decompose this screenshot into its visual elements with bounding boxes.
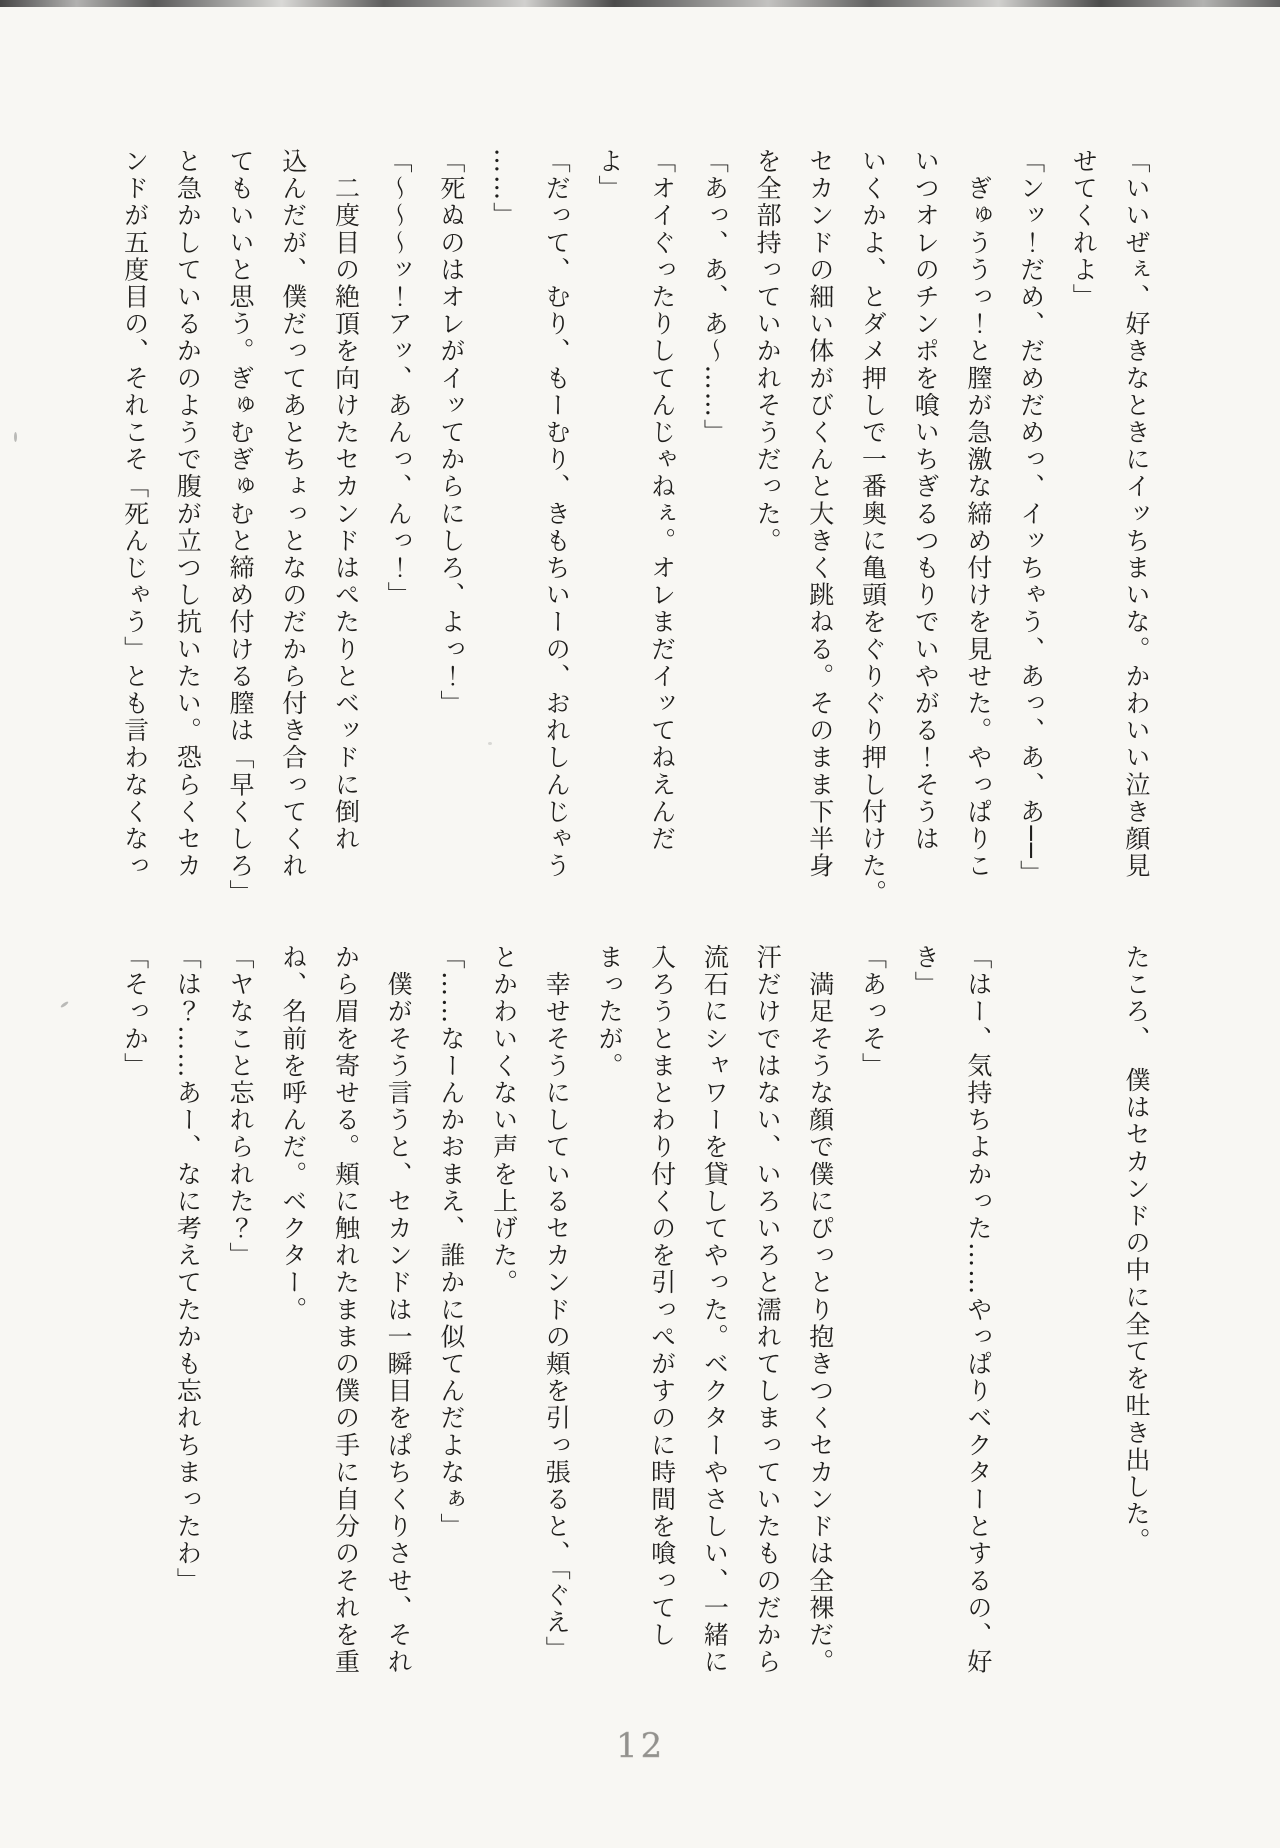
text-line: せてくれよ」 [1069,148,1099,311]
text-line: き」 [911,944,941,999]
text-line: 入ろうとまとわり付くのを引っぺがすのに時間を喰ってし [647,944,677,1649]
text-line: 込んだが、僕だってあとちょっとなのだから付き合ってくれ [278,148,308,880]
text-line: 「そっか」 [120,944,150,1080]
text-line: を全部持っていかれそうだった。 [753,148,783,555]
text-line: ぎゅううっ！と膣が急激な締め付けを見せた。やっぱりこ [963,148,993,880]
text-line: 「あっそ」 [858,944,888,1080]
text-line: ね、名前を呼んだ。ベクター。 [278,944,308,1324]
text-line: と急かしているかのようで腹が立つし抗いたい。恐らくセカ [173,148,203,880]
text-line: 「だって、むり、もーむり、きもちいーの、おれしんじゃう [542,148,572,880]
text-line: とかわいくない声を上げた。 [489,944,519,1297]
text-line [1004,944,1057,1692]
text-line: てもいいと思う。ぎゅむぎゅむと締め付ける膣は「早くしろ」 [226,148,256,907]
text-line: まったが。 [594,944,624,1080]
text-line: たころ、 僕はセカンドの中に全てを吐き出した。 [1122,944,1151,1555]
page-number: 12 [616,1726,666,1766]
text-line: 「はー、気持ちよかった……やっぱりベクターとするの、好 [963,944,993,1676]
scan-artifact-top-edge [0,0,1280,7]
text-line: 「ヤなこと忘れられた？」 [226,944,256,1270]
text-line: 「ンッ！だめ、だめだめっ、イッちゃう、あっ、あ、あ──」 [1016,148,1046,887]
text-line: よ」 [594,148,624,203]
text-line: いくかよ、とダメ押しで一番奥に亀頭をぐりぐり押し付けた。 [858,148,888,907]
text-line: 汗だけではない、いろいろと濡れてしまっていたものだから [753,944,783,1676]
text-line: 僕がそう言うと、セカンドは一瞬目をぱちくりさせ、それ [384,944,414,1676]
text-line: 満足そうな顔で僕にぴっとり抱きつくセカンドは全裸だ。 [805,944,835,1676]
text-line: 「あっ、あ、あ～……」 [700,148,730,447]
text-line: セカンドの細い体がびくんと大きく跳ねる。そのまま下半身 [805,148,835,880]
text-line: 「～～～ッ！アッ、あんっ、んっ！」 [384,148,414,609]
text-line: から眉を寄せる。頬に触れたままの僕の手に自分のそれを重 [331,944,361,1676]
scan-speck [14,432,17,442]
text-line: ……」 [489,148,519,230]
text-line: 「いいぜぇ、好きなときにイッちまいな。かわいい泣き顔見 [1122,148,1151,880]
scan-speck [60,1001,69,1009]
text-line: 「オイぐったりしてんじゃねぇ。オレまだイッてねえんだ [647,148,677,853]
text-line: ンドが五度目の、それこそ「死んじゃう」とも言わなくなっ [120,148,150,880]
bottom-text-block [108,944,1162,1692]
text-line: 流石にシャワーを貸してやった。ベクターやさしい、一緒に [700,944,730,1676]
text-line: 幸せそうにしているセカンドの頬を引っ張ると、「ぐえ」 [542,944,572,1664]
top-text-block [108,148,1162,922]
text-line: 「……なーんかおまえ、誰かに似てんだよなぁ」 [436,944,466,1541]
text-line [1057,944,1110,1692]
text-line: 「は？……あー、なに考えてたかも忘れちまったわ」 [173,944,203,1595]
text-line: 二度目の絶頂を向けたセカンドはぺたりとベッドに倒れ [331,148,361,853]
text-line: 「死ぬのはオレがイッてからにしろ、よっ！」 [436,148,466,718]
text-line: いつオレのチンポを喰いちぎるつもりでいやがる！そうは [911,148,941,853]
